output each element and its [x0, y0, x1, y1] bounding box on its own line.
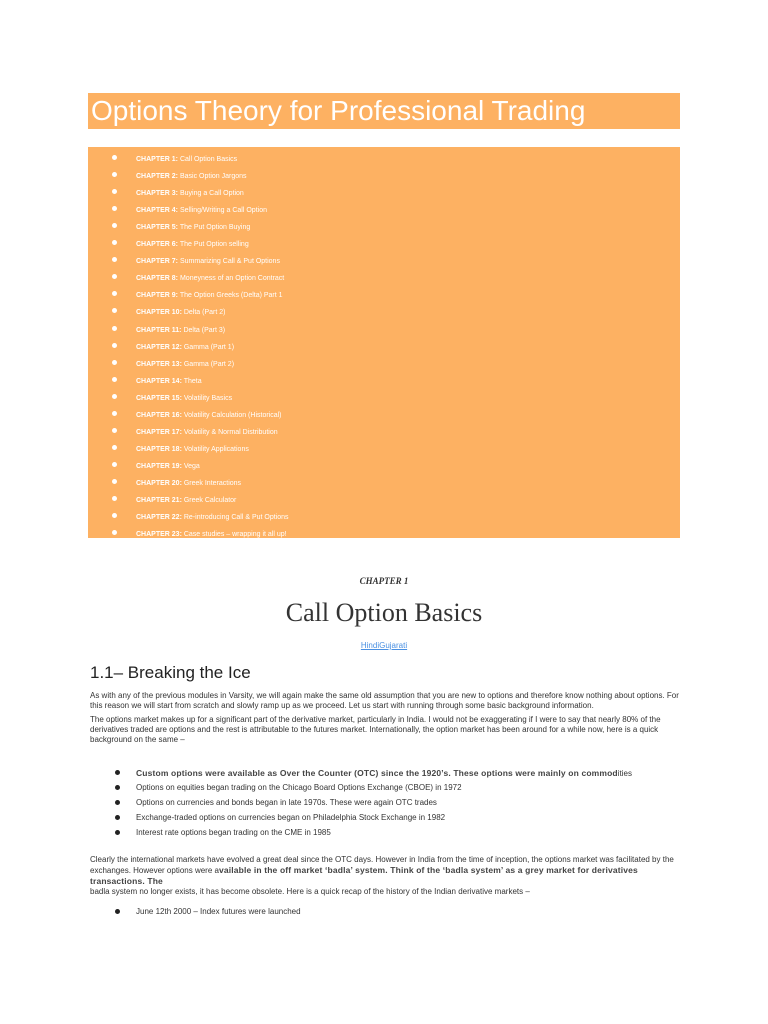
bullet-icon	[112, 326, 117, 331]
chapter-link[interactable]	[88, 355, 680, 372]
chapter-name: Volatility Calculation (Historical)	[183, 411, 282, 419]
bullet-icon	[112, 172, 117, 177]
chapter-name: Gamma (Part 1)	[183, 343, 235, 351]
chapter-link[interactable]	[88, 303, 680, 320]
chapter-link[interactable]	[88, 338, 680, 355]
chapter-name: Volatility Basics	[183, 394, 233, 402]
bullet-icon	[112, 343, 117, 348]
india-paragraph	[90, 855, 682, 897]
chapter-name: Delta (Part 3)	[183, 326, 226, 334]
chapter-link[interactable]	[88, 440, 680, 457]
chapter-link[interactable]	[88, 508, 680, 525]
bullet-icon	[112, 377, 117, 382]
chapter-number: CHAPTER 8:	[136, 275, 179, 283]
chapter-name: The Option Greeks (Delta) Part 1	[179, 292, 283, 300]
bullet-icon	[112, 223, 117, 228]
india-paragraph-part-a: Clearly the international markets have evolved a great deal since the OTC days. However in India from the time of inception, the options market was facilitated by the exchanges. However options were a	[90, 855, 674, 875]
chapter-number: CHAPTER 21:	[136, 497, 182, 504]
chapter-name: Gamma (Part 2)	[183, 360, 235, 368]
chapter-link[interactable]	[88, 525, 680, 542]
chapter-name: The Put Option selling	[179, 241, 249, 249]
chapter-name: Volatility & Normal Distribution	[183, 428, 278, 436]
chapter-number: CHAPTER 23:	[136, 531, 182, 539]
chapter-name: Moneyness of an Option Contract	[179, 275, 285, 283]
chapter-number: CHAPTER 15:	[136, 394, 182, 402]
chapter-link[interactable]	[88, 457, 680, 474]
bullet-text: June 12th 2000 – Index futures were launched	[136, 907, 301, 916]
bullet-icon	[112, 462, 117, 467]
chapter-link[interactable]	[88, 321, 680, 338]
chapter-link[interactable]	[88, 201, 680, 218]
chapter-name: Re-introducing Call & Put Options	[183, 514, 289, 522]
bullet-icon	[112, 274, 117, 279]
bullet-icon	[112, 513, 117, 518]
chapter-name: The Put Option Buying	[179, 224, 251, 232]
bullet-icon	[112, 411, 117, 416]
bullet-icon	[112, 530, 117, 535]
chapter-number: CHAPTER 3:	[136, 190, 179, 198]
chapter-number: CHAPTER 9:	[136, 292, 179, 300]
bullet-icon	[115, 770, 120, 775]
chapter-name: Delta (Part 2)	[183, 309, 226, 317]
chapter-number: CHAPTER 22:	[136, 514, 182, 522]
chapter-link[interactable]	[88, 423, 680, 440]
chapter-link[interactable]	[88, 474, 680, 491]
bullet-text: Options on equities began trading on the Chicago Board Options Exchange (CBOE) in 1972	[136, 783, 462, 792]
bullet-icon	[112, 240, 117, 245]
bullet-icon	[112, 291, 117, 296]
chapter-link[interactable]	[88, 150, 680, 167]
bullet-icon	[112, 206, 117, 211]
chapter-number: CHAPTER 10:	[136, 309, 182, 317]
bullet-icon	[112, 155, 117, 160]
bullet-icon	[112, 257, 117, 262]
chapter-number: CHAPTER 4:	[136, 207, 179, 215]
bullet-icon	[112, 308, 117, 313]
chapter-name: Basic Option Jargons	[179, 173, 247, 181]
bullet-icon	[115, 830, 120, 835]
bullet-text: Options on currencies and bonds began in late 1970s. These were again OTC trades	[136, 798, 437, 807]
bullet-icon	[115, 909, 120, 914]
chapter-link[interactable]	[88, 252, 680, 269]
india-paragraph-part-c: badla system no longer exists, it has become obsolete. Here is a quick recap of the history of the Indian derivative markets –	[90, 887, 530, 896]
chapter-name: Volatility Applications	[183, 445, 249, 453]
chapter-number: CHAPTER 18:	[136, 445, 182, 453]
chapter-name: Theta	[183, 377, 202, 385]
chapter-name: Summarizing Call & Put Options	[179, 258, 280, 266]
chapter-number: CHAPTER 20:	[136, 479, 182, 487]
bullet-icon	[112, 428, 117, 433]
chapter-name: Selling/Writing a Call Option	[179, 207, 267, 215]
chapter-link[interactable]	[88, 269, 680, 286]
chapter-link[interactable]	[88, 372, 680, 389]
chapter-link[interactable]	[88, 218, 680, 235]
chapter-list	[88, 147, 680, 538]
chapter-link[interactable]	[88, 235, 680, 252]
chapter-link[interactable]	[88, 389, 680, 406]
bullet-icon	[115, 800, 120, 805]
chapter-name: Case studies – wrapping it all up!	[183, 531, 287, 539]
bullet-icon	[112, 189, 117, 194]
chapter-number: CHAPTER 11:	[136, 326, 182, 334]
chapter-number: CHAPTER 12:	[136, 343, 182, 351]
chapter-link[interactable]	[88, 184, 680, 201]
chapter-title: Call Option Basics	[285, 598, 483, 627]
chapter-number: CHAPTER 2:	[136, 173, 179, 181]
chapter-link[interactable]	[88, 406, 680, 423]
bullet-text-tail: ities	[617, 769, 632, 778]
bullet-icon	[112, 496, 117, 501]
chapter-name: Call Option Basics	[179, 156, 238, 163]
chapter-number: CHAPTER 19:	[136, 462, 182, 470]
chapter-name: Greek Calculator	[183, 497, 237, 504]
bullet-icon	[112, 360, 117, 365]
india-paragraph-part-b: vailable in the off market ‘badla’ system. Think of the ‘badla system’ as a grey market for derivatives transactions. The	[90, 865, 638, 886]
bullet-text-lead: Custom options were available as Over the Counter (OTC) since the 1920’s. These options were mainly on commod	[136, 768, 618, 778]
chapter-link[interactable]	[88, 167, 680, 184]
bullet-icon	[112, 445, 117, 450]
language-links[interactable]: HindiGujarati	[360, 641, 408, 650]
chapter-link[interactable]	[88, 286, 680, 303]
bullet-icon	[112, 479, 117, 484]
bullet-text: Exchange-traded options on currencies began on Philadelphia Stock Exchange in 1982	[136, 813, 446, 822]
chapter-name: Buying a Call Option	[179, 190, 244, 198]
background-paragraph: The options market makes up for a significant part of the derivative market, particularly in India. I would not be exaggerating if I were to say that nearly 80% of the derivatives traded are options and the rest is attributable to the futures market. Internationally, the option market has been around for a while now, here is a quick background on the same –	[90, 715, 661, 744]
chapter-number: CHAPTER 14:	[136, 377, 182, 385]
intro-paragraph: As with any of the previous modules in Varsity, we will again make the same old assumption that you are new to options and therefore know nothing about options. For this reason we will start from scratch and slowly ramp up as we proceed. Let us start with running through some basic background information.	[90, 691, 679, 710]
chapter-number: CHAPTER 1:	[136, 156, 179, 163]
chapter-kicker: CHAPTER 1	[359, 576, 409, 586]
page-title: Options Theory for Professional Trading	[88, 93, 680, 129]
chapter-link[interactable]	[88, 491, 680, 508]
chapter-number: CHAPTER 5:	[136, 224, 179, 232]
chapter-number: CHAPTER 17:	[136, 428, 182, 436]
bullet-icon	[115, 815, 120, 820]
chapter-name: Greek Interactions	[183, 479, 242, 487]
section-heading: 1.1– Breaking the Ice	[90, 663, 251, 682]
bullet-icon	[115, 785, 120, 790]
chapter-number: CHAPTER 13:	[136, 360, 182, 368]
bullet-text: Interest rate options began trading on the CME in 1985	[136, 828, 331, 837]
chapter-number: CHAPTER 6:	[136, 241, 179, 249]
chapter-name: Vega	[183, 462, 200, 470]
chapter-number: CHAPTER 7:	[136, 258, 179, 266]
bullet-icon	[112, 394, 117, 399]
chapter-number: CHAPTER 16:	[136, 411, 182, 419]
